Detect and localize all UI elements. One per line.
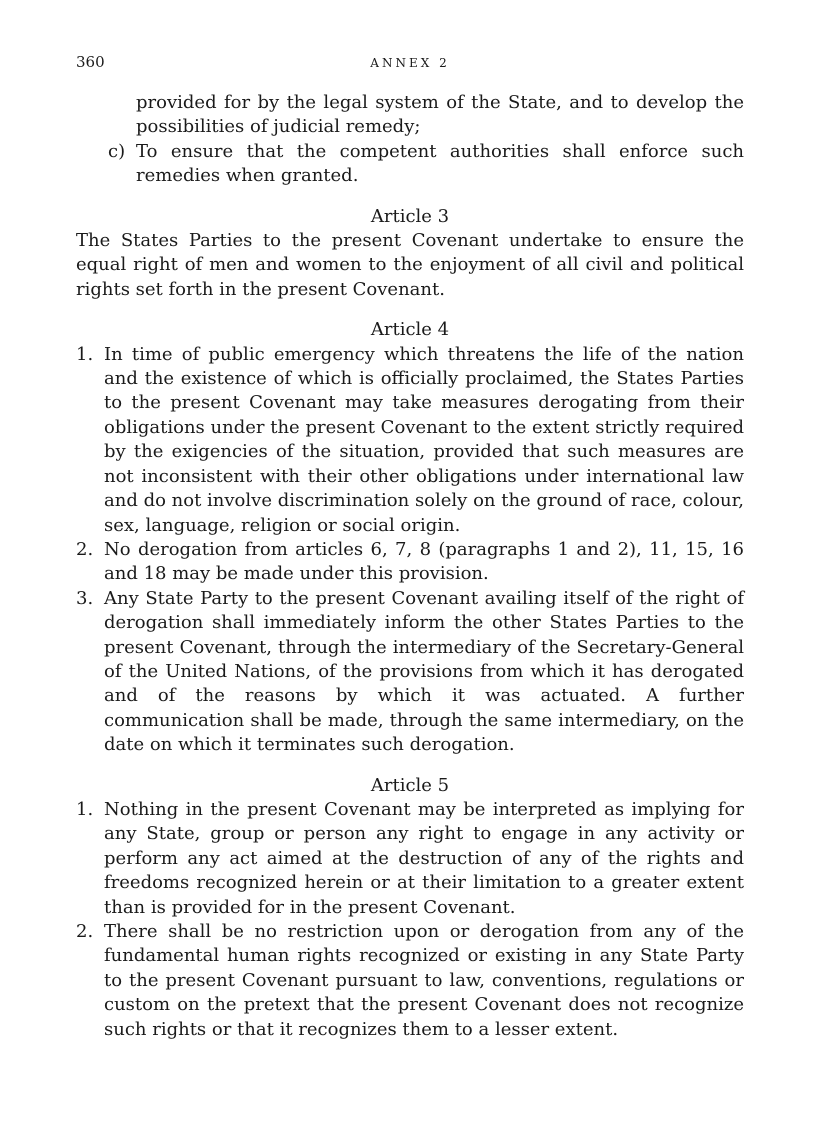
article-3-heading: Article 3 [370, 205, 450, 227]
list-marker: 1. [76, 798, 94, 820]
list-marker: c) [108, 140, 126, 162]
article-5-heading: Article 5 [370, 774, 450, 796]
article-5-item-2 [76, 920, 744, 1042]
list-item-text: Any State Party to the present Covenant availing itself of the right of derogation shall immediately inform the other States Parties to the present Covenant, through the intermediary of the Secretary-General of the United Nations, of the provisions from which it has derogated and of the reasons by which it was actuated. A further communication shall be made, through the same intermediary, on the date on which it terminates such derogation. [104, 587, 744, 756]
body-text [76, 91, 744, 1042]
article-4-item-2 [76, 538, 744, 587]
article-3-text: The States Parties to the present Covenant undertake to ensure the equal right of men and women to the enjoyment of all civil and political rights set forth in the present Covenant. [76, 230, 744, 300]
list-item-text: To ensure that the competent authorities shall enforce such remedies when granted. [136, 140, 744, 187]
running-title: ANNEX 2 [370, 56, 450, 70]
continued-paragraph: provided for by the legal system of the State, and to develop the possibilities of judicial remedy; [136, 92, 744, 138]
article-4-heading: Article 4 [370, 319, 450, 341]
list-item-text: There shall be no restriction upon or derogation from any of the fundamental human rights recognized or existing in any State Party to the present Covenant pursuant to law, conventions, regulations or custom on the pretext that the present Covenant does not recognize such rights or that it recognizes them to a lesser extent. [104, 921, 744, 1040]
running-head [76, 53, 744, 73]
list-marker: 1. [76, 343, 94, 365]
article-4-item-3 [76, 587, 744, 758]
list-marker: 2. [76, 921, 94, 942]
article-5-item-1 [76, 798, 744, 920]
list-marker: 2. [76, 538, 94, 560]
list-item-text: In time of public emergency which threatens the life of the nation and the existence of which is officially proclaimed, the States Parties to the present Covenant may take measures derogating from their obligations under the present Covenant to the extent strictly required by the exigencies of the situation, provided that such measures are not inconsistent with their other obligations under international law and do not involve discrimination solely on the ground of race, colour, sex, language, religion or social origin. [104, 343, 745, 536]
article-4-item-1 [76, 343, 744, 538]
page-number: 360 [76, 53, 105, 71]
list-item-text: No derogation from articles 6, 7, 8 (paragraphs 1 and 2), 11, 15, 16 and 18 may be made under this provision. [104, 538, 744, 585]
list-item-c [76, 140, 744, 189]
list-item-text: Nothing in the present Covenant may be interpreted as implying for any State, group or person any right to engage in any activity or perform any act aimed at the destruction of any of the rights and freedoms recognized herein or at their limitation to a greater extent than is provided for in the present Covenant. [104, 798, 744, 918]
list-marker: 3. [76, 587, 94, 609]
